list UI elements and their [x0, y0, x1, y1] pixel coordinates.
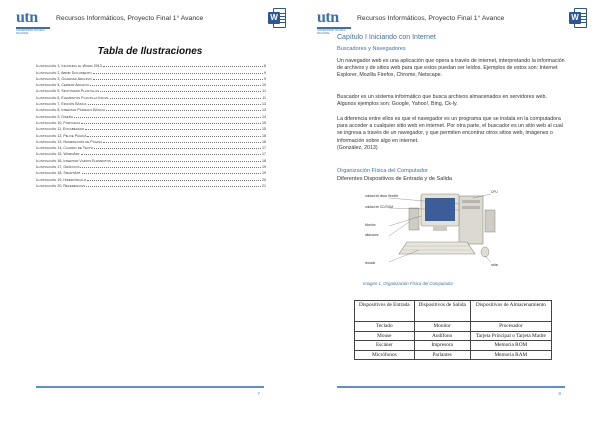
- page-number: 8: [558, 391, 561, 396]
- table-cell: Escáner: [355, 341, 415, 351]
- toc-entry-label: Ilustración 12, Pie de Página: [36, 133, 87, 138]
- footer-line: [36, 386, 264, 388]
- toc-leader-dots: [82, 173, 261, 174]
- table-row: [355, 350, 552, 360]
- toc-entry-label: Ilustración 7, Edición Básica: [36, 102, 87, 107]
- toc-entry[interactable]: [36, 182, 266, 188]
- toc-entry-label: Ilustración 1, Iniciando el Word 2013: [36, 64, 102, 69]
- toc-entry-label: Ilustración 5, Sintonizar Plantillas: [36, 89, 100, 94]
- mouse-shape: [481, 247, 489, 257]
- toc-leader-dots: [86, 186, 261, 187]
- toc-leader-dots: [81, 123, 261, 124]
- toc-leader-dots: [74, 117, 261, 118]
- table-row: [355, 331, 552, 341]
- toc-entry-label: Ilustración 10, Portadas: [36, 120, 80, 125]
- toc-entry-label: Ilustración 16, Insertar Varios Elementos: [36, 158, 111, 163]
- toc-title: Tabla de Ilustraciones: [97, 46, 203, 57]
- table-cell: Tarjeta Principal o Tarjeta Madre: [470, 331, 551, 341]
- paragraph-diferencia: [337, 116, 567, 152]
- figure-caption: Imagen 1, Organización Física del Computador: [363, 281, 454, 286]
- speaker-right-shape: [485, 210, 495, 232]
- toc-entry-page: 16: [262, 139, 266, 144]
- figure-label: teclado: [365, 261, 376, 265]
- toc-entry-label: Ilustración 9, Diseño: [36, 114, 74, 119]
- subheading-organizacion: Organización Física del Computador: [337, 168, 428, 174]
- toc-entry-page: 11: [262, 95, 266, 100]
- table-cell: Teclado: [355, 322, 415, 332]
- toc-leader-dots: [112, 161, 261, 162]
- paragraph-diferencia-text: La diferencia entre ellos es que el navegador es un programa que se instala en la computadora para acceder a cualquier sitio web en internet. Por otra parte, el buscador es un sitio web al cual se ingresa a través de un navegador, y que permiten encontrar otros sitios web, imágenes o información sobre algo en internet.: [337, 116, 563, 144]
- toc-entry-page: 18: [262, 158, 266, 163]
- table-body: [355, 322, 552, 360]
- toc-leader-dots: [93, 79, 263, 80]
- toc-entry-page: 14: [262, 114, 266, 119]
- toc-entry-label: Ilustración 2, Abrir Documento: [36, 70, 92, 75]
- utn-logo: [317, 9, 351, 35]
- toc-entry-label: Ilustración 6, Elementos Plantilla Inicial: [36, 95, 110, 100]
- figure-label: unidad de CD-ROM: [365, 205, 393, 209]
- toc-entry-page: 17: [262, 152, 266, 157]
- subheading-dispositivos: Diferentes Dispositivos de Entrada y de Salida: [337, 176, 453, 182]
- toc-entry-label: Ilustración 13, Numeración de Página: [36, 139, 103, 144]
- toc-leader-dots: [103, 66, 263, 67]
- table-cell: Parlantes: [414, 350, 470, 360]
- toc-entry-page: 21: [262, 183, 266, 188]
- toc-leader-dots: [100, 91, 261, 92]
- toc-entry-page: 13: [262, 102, 266, 107]
- toc-leader-dots: [90, 85, 261, 86]
- toc-entry-page: 10: [262, 83, 266, 88]
- toc-entry-label: Ilustración 8, Insertar Párrafo Básico: [36, 108, 106, 113]
- header-title: Recursos Informáticos, Proyecto Final 1° Avance: [357, 15, 505, 22]
- toc-entry-page: 16: [262, 133, 266, 138]
- toc-entry-page: 17: [262, 146, 266, 151]
- toc-entry-page: 19: [262, 171, 266, 176]
- right-page: [303, 0, 599, 424]
- figure-label: ratón: [491, 263, 499, 267]
- toc-leader-dots: [93, 73, 263, 74]
- toc-entry-label: Ilustración 15, WordArt: [36, 152, 80, 157]
- footer-line: [337, 386, 565, 388]
- table-header-cell: Dispositivos de Almacenamiento: [470, 301, 551, 322]
- page-number: 7: [257, 391, 260, 396]
- toc-entry-label: Ilustración 3, Guardar Archivo: [36, 76, 92, 81]
- section-heading: Buscadores y Navegadores: [337, 46, 406, 52]
- header-title: Recursos Informáticos, Proyecto Final 1° Avance: [56, 15, 204, 22]
- toc-entry-page: 20: [262, 177, 266, 182]
- toc-leader-dots: [80, 167, 261, 168]
- logo-text: utn: [317, 9, 339, 26]
- table-cell: Mouse: [355, 331, 415, 341]
- toc-leader-dots: [85, 129, 261, 130]
- paragraph-navegador: Un navegador web es una aplicación que opera a través de internet, interpretando la información de archivos y de sitios web para que estos puedan ser leídos. Ejemplos de estos son: Internet Explorer, Mozilla Firefox, Chrome, Netscape.: [337, 58, 565, 79]
- toc-leader-dots: [103, 142, 261, 143]
- table-cell: Monitor: [414, 322, 470, 332]
- table-cell: Impresora: [414, 341, 470, 351]
- word-icon: W: [569, 8, 587, 28]
- table-cell: Audífono: [414, 331, 470, 341]
- toc-entry-label: Ilustración 18, SmartArt: [36, 171, 81, 176]
- table-cell: Procesador: [470, 322, 551, 332]
- logo-subtitle: UNIVERSIDAD TÉCNICA NACIONAL: [16, 29, 45, 35]
- toc-entry-label: Ilustración 20, Referencias: [36, 183, 86, 188]
- figure-label: CPU: [491, 190, 498, 194]
- toc-leader-dots: [88, 104, 261, 105]
- table-row: [355, 322, 552, 332]
- figure-label: altavoces: [365, 233, 379, 237]
- computer-figure: [363, 186, 513, 276]
- toc-list: [36, 62, 266, 188]
- figure-label: Monitor: [365, 223, 376, 227]
- cpu-tower-shape: [459, 196, 483, 244]
- table-header-cell: Dispositivos de Salida: [414, 301, 470, 322]
- table-cell: Memoria RAM: [470, 350, 551, 360]
- logo-subtitle: UNIVERSIDAD TÉCNICA NACIONAL: [317, 29, 346, 35]
- table-cell: Memoria ROM: [470, 341, 551, 351]
- devices-table: [354, 300, 552, 360]
- toc-entry-page: 8: [264, 64, 266, 69]
- toc-entry-label: Ilustración 14, Cuadro de Texto: [36, 146, 94, 151]
- word-icon: W: [268, 8, 286, 28]
- toc-leader-dots: [87, 180, 261, 181]
- computer-illustration: [363, 186, 513, 276]
- toc-entry-label: Ilustración 4, Cerrar Archivo: [36, 83, 90, 88]
- keyboard-shape: [399, 242, 475, 254]
- chapter-heading: Capítulo I Iniciando con Internet: [337, 34, 436, 41]
- citation: (González, 2013): [337, 144, 378, 151]
- toc-leader-dots: [81, 154, 261, 155]
- toc-entry-label: Ilustración 11, Encabezado: [36, 127, 85, 132]
- toc-entry-page: 11: [262, 89, 266, 94]
- toc-leader-dots: [87, 136, 261, 137]
- paragraph-buscador: Buscador es un sistema informático que busca archivos almacenados en servidores web. Algunos ejemplos son: Google, Yahoo!, Bing, Ck-ly.: [337, 94, 547, 108]
- toc-entry-page: 13: [262, 108, 266, 113]
- table-cell: Micrófonos: [355, 350, 415, 360]
- speaker-left-shape: [409, 208, 419, 230]
- left-page: [2, 0, 298, 424]
- table-header-row: [355, 301, 552, 322]
- toc-entry-label: Ilustración 19, Hipervínculo: [36, 177, 87, 182]
- toc-entry-page: 19: [262, 165, 266, 170]
- logo-text: utn: [16, 9, 38, 26]
- utn-logo: [16, 9, 50, 35]
- toc-leader-dots: [94, 148, 261, 149]
- toc-leader-dots: [106, 110, 261, 111]
- figure-label: unidad de disco flexible: [365, 194, 399, 198]
- table-row: [355, 341, 552, 351]
- toc-entry-page: 9: [264, 76, 266, 81]
- toc-entry-page: 9: [264, 70, 266, 75]
- toc-entry-label: Ilustración 17, Gráficos: [36, 165, 80, 170]
- toc-leader-dots: [110, 98, 261, 99]
- toc-entry-page: 15: [262, 120, 266, 125]
- table-header-cell: Dispositivos de Entrada: [355, 301, 415, 322]
- toc-entry-page: 15: [262, 127, 266, 132]
